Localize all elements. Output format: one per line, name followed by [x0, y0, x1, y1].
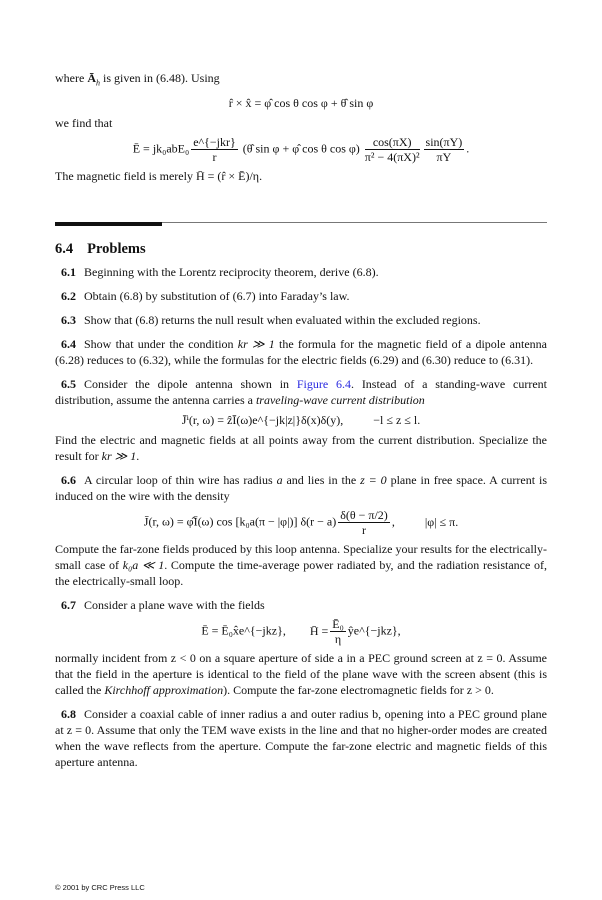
- problem-6-6: 6.6 A circular loop of thin wire has radius a and lies in the z = 0 plane in free space. A current is induced on the wire with the density: [55, 473, 547, 504]
- page-content: [55, 70, 547, 770]
- intro-line-1: where $Ā_h$ is given in (6.48). Using: [55, 71, 220, 88]
- figure-link[interactable]: Figure 6.4: [296, 377, 351, 392]
- problem-6-3: 6.3 Show that (6.8) returns the null result when evaluated within the excluded regions.: [61, 313, 481, 328]
- problem-6-7: 6.7 Consider a plane wave with the fields: [61, 598, 265, 613]
- problem-6-6-cont: Compute the far-zone fields produced by this loop antenna. Specialize your results for the electrically-small case of k₀a ≪ 1. Compute the time-average power radiated by, and the radiation resistance of, the electrically-small loop.: [55, 542, 547, 589]
- problem-6-4: 6.4 Show that under the condition kr ≫ 1 the formula for the magnetic field of a dipole antenna (6.28) reduces to (6.32), while the formulas for the electric fields (6.29) and (6.30) reduce to (6.31).: [55, 337, 547, 368]
- problem-6-8: 6.8 Consider a coaxial cable of inner radius a and outer radius b, opening into a PEC ground plane at z = 0. Assume that only the TEM wave exists in the line and that no higher-order modes are created when the wave reflects from the aperture. Compute the far-zone electric and magnetic fields of this aperture antenna.: [55, 707, 547, 770]
- problem-6-5-cont: Find the electric and magnetic fields at all points away from the current distribution. Specialize the result for kr ≫ 1.: [55, 433, 547, 464]
- copyright-footer: © 2001 by CRC Press LLC: [55, 883, 145, 892]
- equation-loop-current: J̄(r, ω) = φ̂Ī(ω) cos [k₀a(π − |φ|)] δ(r − a) $\frac{\delta(\theta - \pi/2)}{r}$ , |φ| ≤ π.: [143, 508, 459, 538]
- section-rules: [55, 222, 547, 228]
- equation-cross-product: r̂ × x̂ = φ̂ cos θ cos φ + θ̂ sin φ: [228, 96, 374, 111]
- section-heading: 6.4 Problems: [55, 241, 146, 258]
- equation-plane-wave: Ē = Ē₀x̂e^{−jkz}, H̄ = $\frac{\text{Ē₀}}{\eta}$ ŷe^{−jkz},: [201, 617, 401, 647]
- intro-line-3: The magnetic field is merely H̄ = (r̂ × Ē)/η.: [55, 169, 263, 184]
- equation-far-field: Ē = jk₀abE₀ $\frac{\text{e\textasciicircum{}\{−jkr\}}}{r}$ (θ̂ sin φ + φ̂ cos θ cos φ) $\frac{\cos(\pi X)}{\text{π² − 4(πX)²}}$ $\frac{\sin(\pi Y)}{\pi Y}$ .: [132, 135, 470, 165]
- problem-6-7-cont: normally incident from z < 0 on a square aperture of side a in a PEC ground screen at z = 0. Assume that the field in the aperture is identical to the field of the plane wave with the screen absent (this is called the Kirchhoff approximation). Compute the far-zone electromagnetic fields for z > 0.: [55, 651, 547, 698]
- intro-line-2: we find that: [55, 116, 113, 131]
- problem-6-2: 6.2 Obtain (6.8) by substitution of (6.7) into Faraday’s law.: [61, 289, 350, 304]
- equation-traveling-wave: J̄ⁱ(r, ω) = ẑĪ(ω)e^{−jk|z|}δ(x)δ(y), −l ≤ z ≤ l.: [181, 413, 421, 428]
- problem-6-1: 6.1 Beginning with the Lorentz reciprocity theorem, derive (6.8).: [61, 265, 379, 280]
- section-rule-accent: [55, 222, 162, 226]
- problem-6-5: 6.5 Consider the dipole antenna shown in Figure 6.4. Instead of a standing-wave current distribution, assume the antenna carries a traveling-wave current distribution: [55, 377, 547, 408]
